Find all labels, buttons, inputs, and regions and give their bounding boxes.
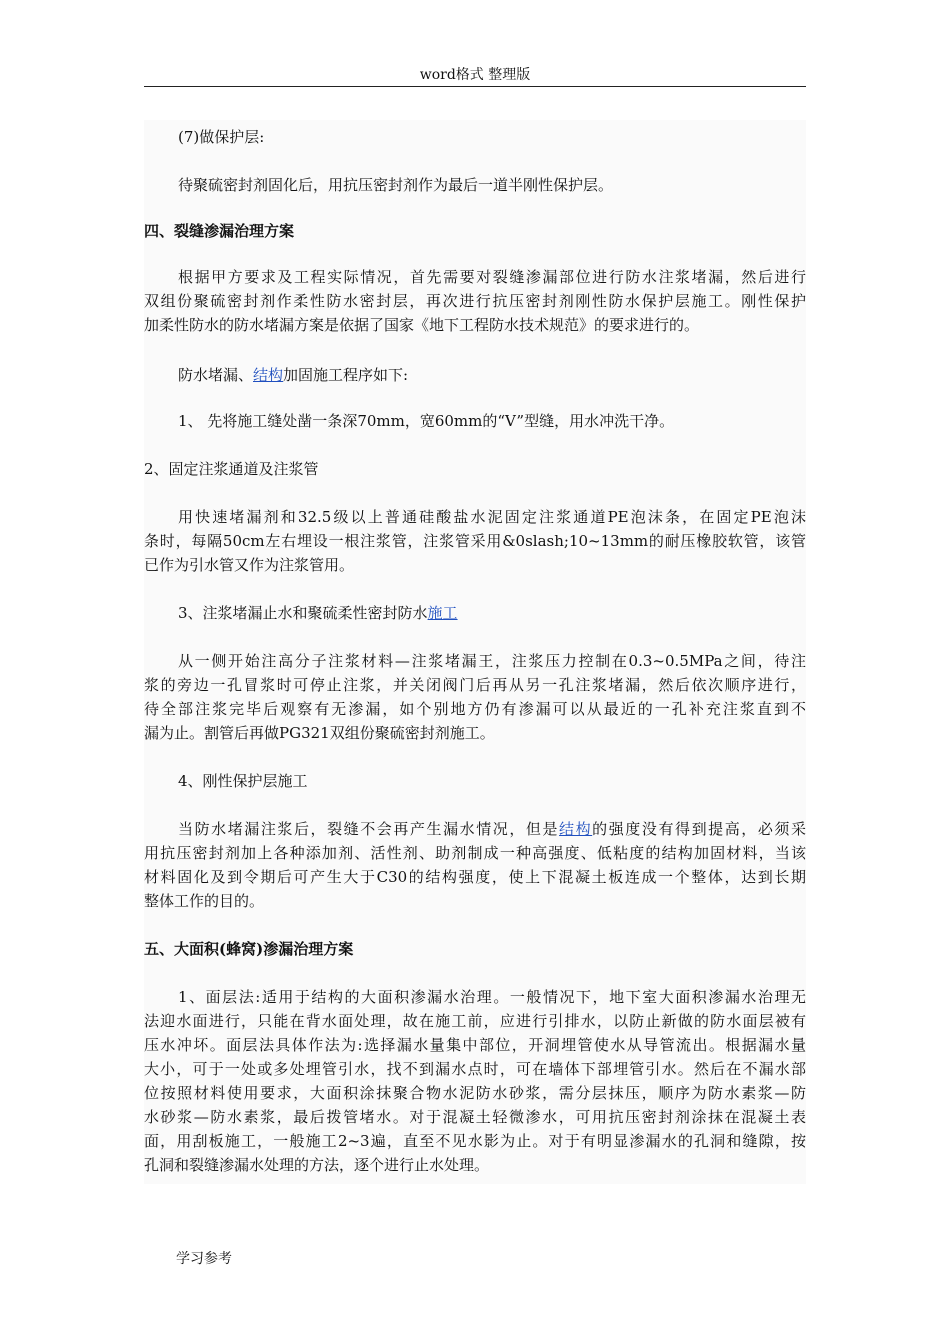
- paragraph-line: 孔洞和裂缝渗漏水处理的方法，逐个进行止水处理。: [144, 1156, 490, 1174]
- link-structure-2[interactable]: 结构: [559, 820, 593, 838]
- paragraph-protective-layer-detail: 待聚硫密封剂固化后，用抗压密封剂作为最后一道半刚性保护层。: [178, 176, 614, 194]
- text-segment: 3、注浆堵漏止水和聚硫柔性密封防水: [178, 604, 428, 622]
- paragraph-line: 条时，每隔50cm左右埋设一根注浆管，注浆管采用&0slash;10~13mm的耐压橡胶软管，该管: [144, 532, 806, 550]
- paragraph-line: 加柔性防水的防水堵漏方案是依据了国家《地下工程防水技术规范》的要求进行的。: [144, 316, 700, 334]
- paragraph-line: 整体工作的目的。: [144, 892, 265, 910]
- paragraph-step-2-title: 2、固定注浆通道及注浆管: [144, 460, 319, 478]
- paragraph-step-3-title: [144, 602, 806, 624]
- paragraph-line: 大小，可于一处或多处埋管引水，找不到漏水点时，可在墙体下部埋管引水。然后在不漏水部: [144, 1060, 806, 1078]
- text-segment: 防水堵漏、: [178, 366, 254, 384]
- text-segment: 当防水堵漏注浆后，裂缝不会再产生漏水情况，但是: [178, 820, 560, 838]
- paragraph-line: 根据甲方要求及工程实际情况，首先需要对裂缝渗漏部位进行防水注浆堵漏，然后进行: [178, 268, 806, 286]
- paragraph-protective-layer-step: (7)做保护层:: [178, 128, 265, 146]
- heading-section-5: 五、大面积(蜂窝)渗漏治理方案: [144, 940, 354, 958]
- paragraph-line: [144, 818, 806, 840]
- paragraph-line: 水砂浆—防水素浆，最后拨管堵水。对于混凝土轻微渗水，可用抗压密封剂涂抹在混凝土表: [144, 1108, 806, 1126]
- paragraph-line: 待全部注浆完毕后观察有无渗漏，如个别地方仍有渗漏可以从最近的一孔补充注浆直到不: [144, 700, 806, 718]
- paragraph-line: 漏为止。割管后再做PG321双组份聚硫密封剂施工。: [144, 724, 495, 742]
- paragraph-line: 已作为引水管又作为注浆管用。: [144, 556, 355, 574]
- paragraph-line: 面，用刮板施工，一般施工2~3遍，直至不见水影为止。对于有明显渗漏水的孔洞和缝隙，按: [144, 1132, 806, 1150]
- paragraph-line: 法迎水面进行，只能在背水面处理，故在施工前，应进行引排水，以防止新做的防水面层被有: [144, 1012, 806, 1030]
- paragraph-step-1: 1、 先将施工缝处凿一条深70mm，宽60mm的“V”型缝，用水冲洗干净。: [178, 412, 675, 430]
- paragraph-step-4-title: 4、刚性保护层施工: [178, 772, 308, 790]
- heading-section-4: 四、裂缝渗漏治理方案: [144, 222, 295, 240]
- link-structure[interactable]: 结构: [253, 366, 284, 384]
- link-construction[interactable]: 施工: [427, 604, 458, 622]
- page-footer: 学习参考: [176, 1251, 232, 1267]
- paragraph-line: 压水冲坏。面层法具体作法为:选择漏水量集中部位，开洞埋管使水从导管流出。根据漏水量: [144, 1036, 806, 1054]
- text-segment: 加固施工程序如下:: [283, 366, 409, 384]
- text-segment: 的强度没有得到提高，必须采: [592, 820, 806, 838]
- paragraph-line: 用抗压密封剂加上各种添加剂、活性剂、助剂制成一种高强度、低粘度的结构加固材料，当该: [144, 844, 806, 862]
- paragraph-line: 材料固化及到令期后可产生大于C30的结构强度，使上下混凝土板连成一个整体，达到长期: [144, 868, 806, 886]
- page-header: word格式 整理版: [419, 67, 531, 83]
- paragraph-line: 浆的旁边一孔冒浆时可停止注浆，并关闭阀门后再从另一孔注浆堵漏，然后依次顺序进行，: [144, 676, 806, 694]
- document-body: [144, 120, 806, 1184]
- paragraph-line: 从一侧开始注高分子注浆材料—注浆堵漏王，注浆压力控制在0.3~0.5MPa之间，待注: [178, 652, 806, 670]
- paragraph-procedure-intro: [144, 364, 806, 386]
- paragraph-line: 1、面层法:适用于结构的大面积渗漏水治理。一般情况下，地下室大面积渗漏水治理无: [178, 988, 806, 1006]
- paragraph-line: 位按照材料使用要求，大面积涂抹聚合物水泥防水砂浆，需分层抹压，顺序为防水素浆—防: [144, 1084, 806, 1102]
- header-divider: [144, 86, 806, 87]
- paragraph-line: 双组份聚硫密封剂作柔性防水密封层，再次进行抗压密封剂刚性防水保护层施工。刚性保护: [144, 292, 806, 310]
- paragraph-line: 用快速堵漏剂和32.5级以上普通硅酸盐水泥固定注浆通道PE泡沫条，在固定PE泡沫: [178, 508, 806, 526]
